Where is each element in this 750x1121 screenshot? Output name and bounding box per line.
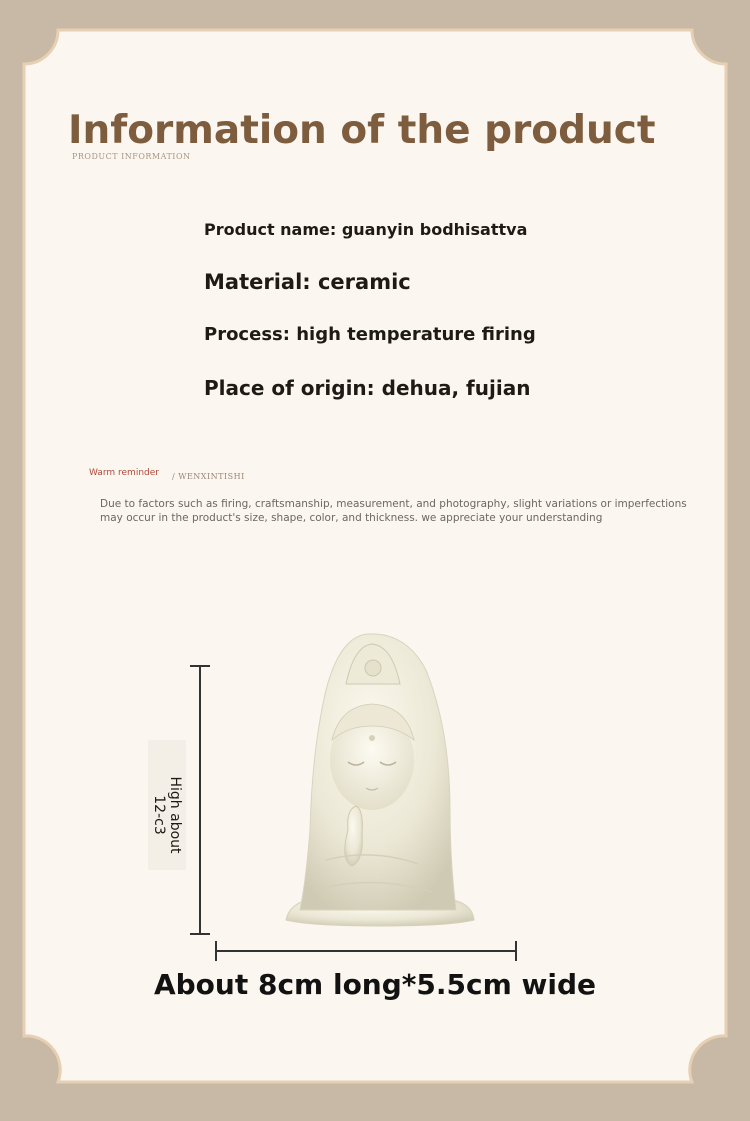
size-label: About 8cm long*5.5cm wide (153, 968, 597, 1001)
reminder-subtitle: / WENXINTISHI (172, 472, 245, 481)
height-dimension-line (186, 660, 216, 940)
product-name: Product name: guanyin bodhisattva (204, 220, 528, 239)
width-dimension-line (212, 938, 522, 964)
page-title: Information of the product (68, 108, 656, 153)
reminder-label: Warm reminder (89, 468, 159, 478)
height-label (151, 776, 183, 853)
product-material: Material: ceramic (204, 270, 411, 294)
height-label-line-2: 12-c3 (151, 795, 167, 835)
height-label-line-1: High about (167, 776, 183, 854)
reminder-text: Due to factors such as firing, craftsmanship, measurement, and photography, slight variations or imperfections may occur in the product's size, shape, color, and thickness. we appreciate your understanding (100, 498, 687, 524)
product-process: Process: high temperature firing (204, 324, 536, 345)
product-origin: Place of origin: dehua, fujian (204, 376, 531, 400)
page-subtitle: PRODUCT INFORMATION (72, 152, 191, 161)
